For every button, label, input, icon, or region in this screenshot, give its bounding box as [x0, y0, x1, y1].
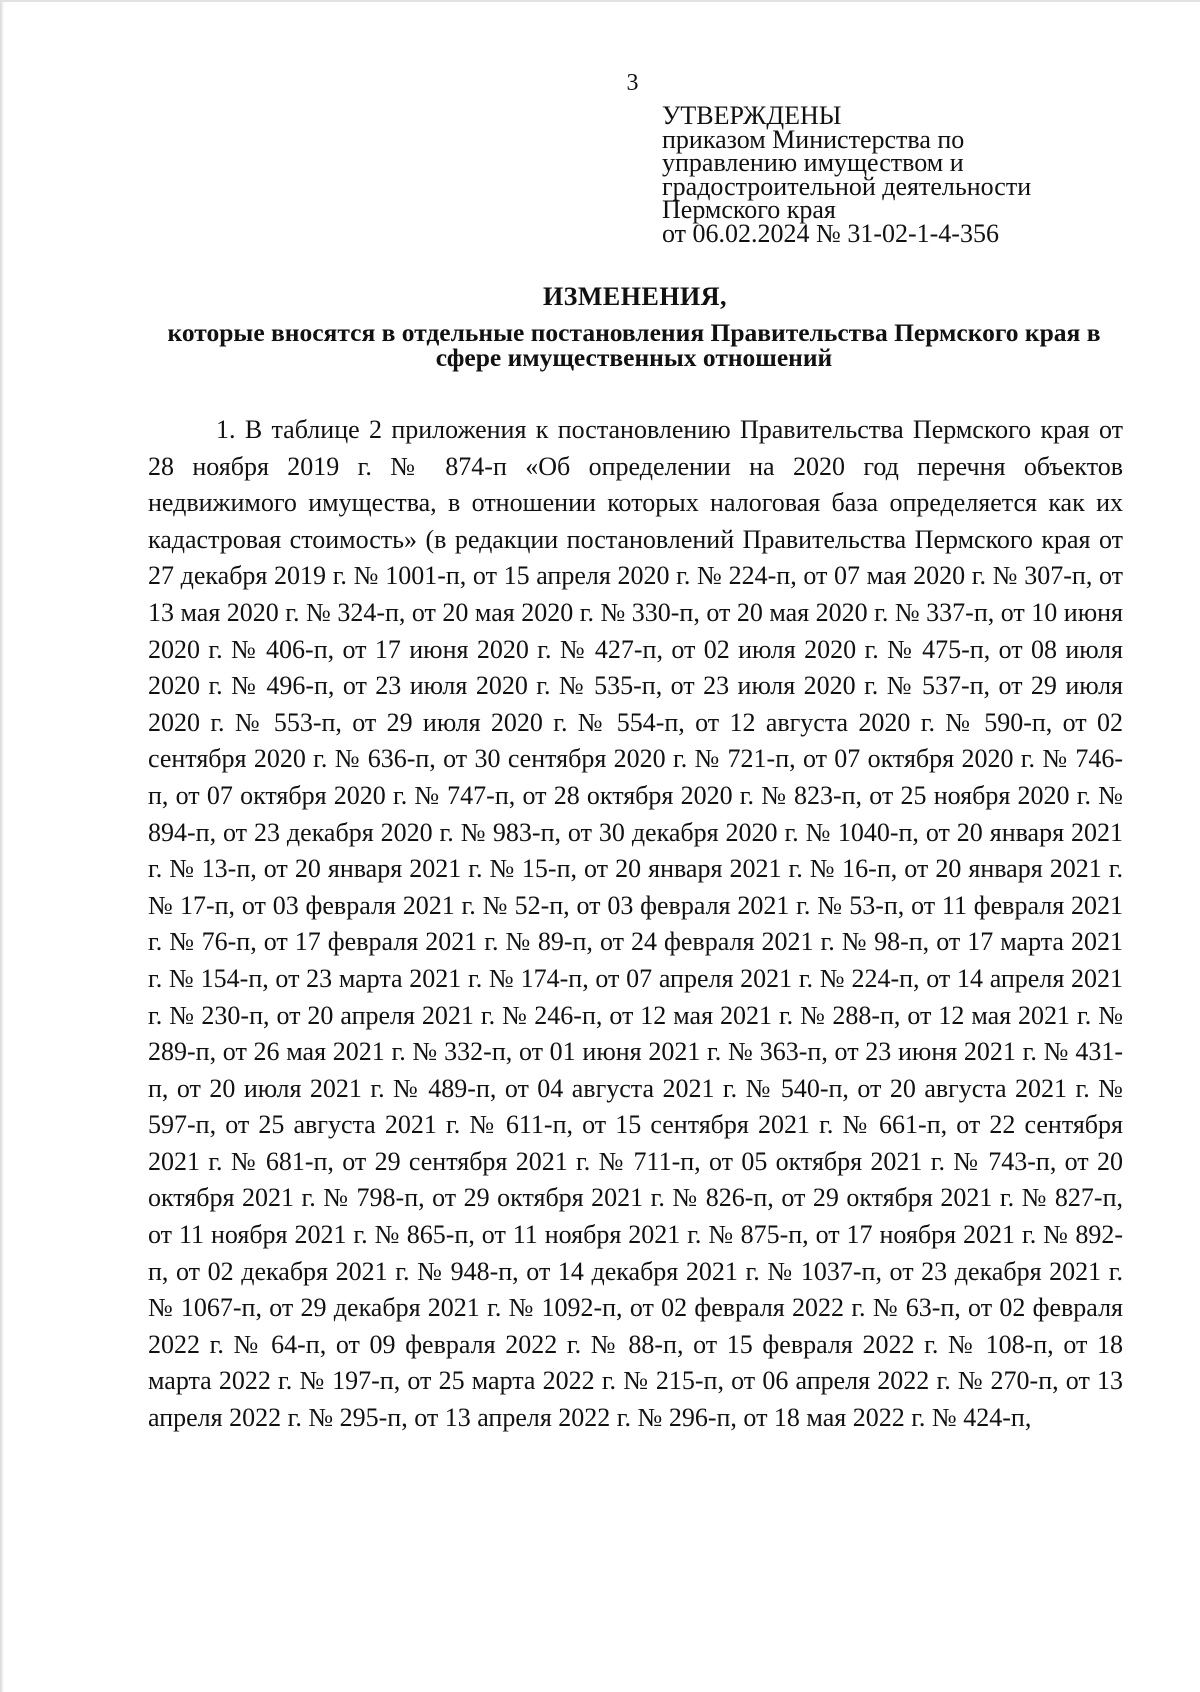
scan-edge-left [0, 0, 4, 1692]
scan-edge-top [0, 0, 1200, 2]
approval-line: управлению имуществом и [662, 148, 964, 177]
approval-order-number: от 06.02.2024 № 31-02-1-4-356 [662, 218, 999, 248]
approval-heading: УТВЕРЖДЕНЫ [662, 101, 842, 130]
page-number: 3 [626, 70, 639, 96]
approval-line: градостроительной деятельности [662, 171, 1032, 201]
document-subtitle: которые вносятся в отдельные постановления Правительства Пермского края в сфере имущественных отношений [167, 318, 1101, 372]
approval-line: приказом Министерства по [662, 124, 965, 154]
document-title: ИЗМЕНЕНИЯ, [542, 282, 728, 311]
body-paragraph: 1. В таблице 2 приложения к постановлению Правительства Пермского края от 28 ноября 2019 г. № 874-п «Об определении на 2020 год перечня объектов недвижимого имущества, в отношении которых налоговая база определяется как их кадастровая стоимость» (в редакции постановлений Правительства Пермского края от 27 декабря 2019 г. № 1001-п, от 15 апреля 2020 г. № 224-п, от 07 мая 2020 г. № 307-п, от 13 мая 2020 г. № 324-п, от 20 мая 2020 г. № 330-п, от 20 мая 2020 г. № 337-п, от 10 июня 2020 г. № 406-п, от 17 июня 2020 г. № 427-п, от 02 июля 2020 г. № 475-п, от 08 июля 2020 г. № 496-п, от 23 июля 2020 г. № 535-п, от 23 июля 2020 г. № 537-п, от 29 июля 2020 г. № 553-п, от 29 июля 2020 г. № 554-п, от 12 августа 2020 г. № 590-п, от 02 сентября 2020 г. № 636-п, от 30 сентября 2020 г. № 721-п, от 07 октября 2020 г. № 746-п, от 07 октября 2020 г. № 747-п, от 28 октября 2020 г. № 823-п, от 25 ноября 2020 г. № 894-п, от 23 декабря 2020 г. № 983-п, от 30 декабря 2020 г. № 1040-п, от 20 января 2021 г. № 13-п, от 20 января 2021 г. № 15-п, от 20 января 2021 г. № 16-п, от 20 января 2021 г. № 17-п, от 03 февраля 2021 г. № 52-п, от 03 февраля 2021 г. № 53-п, от 11 февраля 2021 г. № 76-п, от 17 февраля 2021 г. № 89-п, от 24 февраля 2021 г. № 98-п, от 17 марта 2021 г. № 154-п, от 23 марта 2021 г. № 174-п, от 07 апреля 2021 г. № 224-п, от 14 апреля 2021 г. № 230-п, от 20 апреля 2021 г. № 246-п, от 12 мая 2021 г. № 288-п, от 12 мая 2021 г. № 289-п, от 26 мая 2021 г. № 332-п, от 01 июня 2021 г. № 363-п, от 23 июня 2021 г. № 431-п, от 20 июля 2021 г. № 489-п, от 04 августа 2021 г. № 540-п, от 20 августа 2021 г. № 597-п, от 25 августа 2021 г. № 611-п, от 15 сентября 2021 г. № 661-п, от 22 сентября 2021 г. № 681-п, от 29 сентября 2021 г. № 711-п, от 05 октября 2021 г. № 743-п, от 20 октября 2021 г. № 798-п, от 29 октября 2021 г. № 826-п, от 29 октября 2021 г. № 827-п, от 11 ноября 2021 г. № 865-п, от 11 ноября 2021 г. № 875-п, от 17 ноября 2021 г. № 892-п, от 02 декабря 2021 г. № 948-п, от 14 декабря 2021 г. № 1037-п, от 23 декабря 2021 г. № 1067-п, от 29 декабря 2021 г. № 1092-п, от 02 февраля 2022 г. № 63-п, от 02 февраля 2022 г. № 64-п, от 09 февраля 2022 г. № 88-п, от 15 февраля 2022 г. № 108-п, от 18 марта 2022 г. № 197-п, от 25 марта 2022 г. № 215-п, от 06 апреля 2022 г. № 270-п, от 13 апреля 2022 г. № 295-п, от 13 апреля 2022 г. № 296-п, от 18 мая 2022 г. № 424-п, [148, 415, 1123, 1433]
approval-line: Пермского края [662, 195, 836, 224]
approval-block [662, 101, 1102, 248]
